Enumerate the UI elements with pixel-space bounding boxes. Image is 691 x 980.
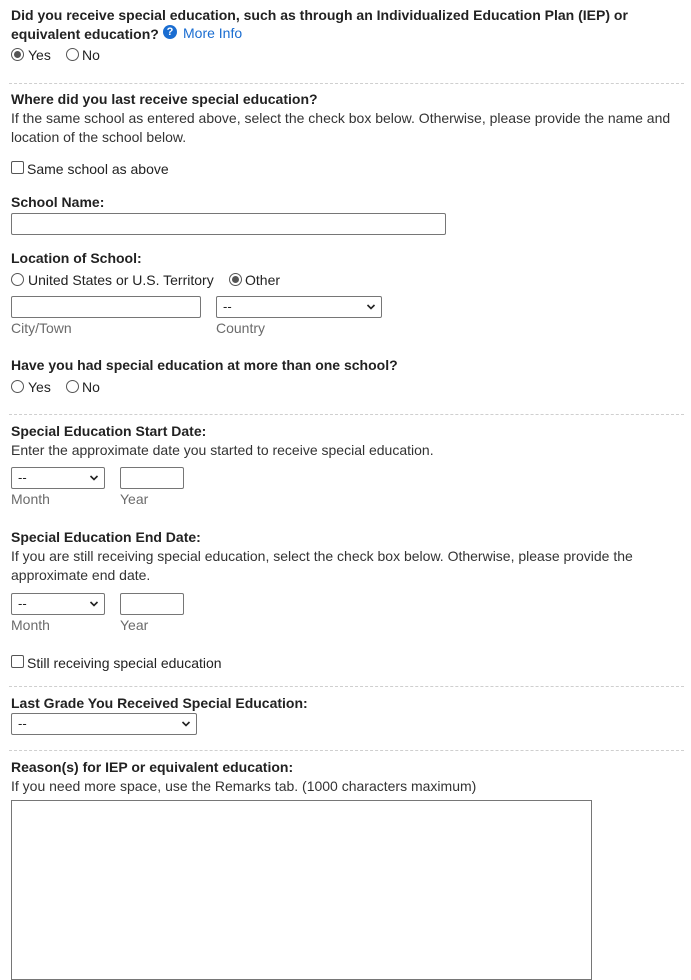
location-other-label: Other bbox=[245, 272, 281, 288]
location-us-radio[interactable] bbox=[11, 273, 24, 286]
help-icon[interactable]: ? bbox=[163, 25, 177, 39]
multiple-yes-radio[interactable] bbox=[11, 380, 24, 393]
reason-label: Reason(s) for IEP or equivalent education: bbox=[11, 759, 294, 775]
iep-yes-label: Yes bbox=[28, 47, 51, 63]
same-school-checkbox[interactable] bbox=[11, 161, 24, 174]
school-name-input[interactable] bbox=[11, 213, 446, 235]
chevron-down-icon bbox=[181, 719, 191, 729]
start-month-label: Month bbox=[11, 491, 50, 507]
still-receiving-checkbox[interactable] bbox=[11, 655, 24, 668]
multiple-no-radio[interactable] bbox=[66, 380, 79, 393]
iep-no-radio[interactable] bbox=[66, 48, 79, 61]
where-help-line1: If the same school as entered above, select the check box below. Otherwise, please provide the name and bbox=[11, 110, 671, 126]
multiple-yes-label: Yes bbox=[28, 379, 51, 395]
end-year-input[interactable] bbox=[120, 593, 184, 615]
multiple-no-label: No bbox=[82, 379, 100, 395]
iep-question-line2: equivalent education? bbox=[11, 26, 159, 42]
country-select-value: -- bbox=[223, 299, 232, 314]
school-name-label: School Name: bbox=[11, 194, 105, 210]
end-month-select[interactable] bbox=[11, 593, 105, 615]
more-info-link[interactable]: More Info bbox=[183, 25, 243, 41]
end-month-value: -- bbox=[18, 596, 27, 611]
where-help-line2: location of the school below. bbox=[11, 129, 187, 145]
iep-no-label: No bbox=[82, 47, 100, 63]
start-year-label: Year bbox=[120, 491, 149, 507]
chevron-down-icon bbox=[89, 599, 99, 609]
location-us-label: United States or U.S. Territory bbox=[28, 272, 214, 288]
where-question: Where did you last receive special education? bbox=[11, 91, 318, 107]
location-other-radio[interactable] bbox=[229, 273, 242, 286]
chevron-down-icon bbox=[366, 302, 376, 312]
end-month-label: Month bbox=[11, 617, 50, 633]
last-grade-label: Last Grade You Received Special Education: bbox=[11, 695, 308, 711]
still-receiving-label: Still receiving special education bbox=[27, 655, 222, 671]
city-label: City/Town bbox=[11, 320, 72, 336]
end-date-help-line2: approximate end date. bbox=[11, 567, 151, 583]
section-divider bbox=[9, 686, 684, 687]
reason-textarea[interactable] bbox=[11, 800, 592, 980]
location-label: Location of School: bbox=[11, 250, 142, 266]
start-date-label: Special Education Start Date: bbox=[11, 423, 207, 439]
iep-question-line1: Did you receive special education, such as through an Individualized Education Plan (IEP) or bbox=[11, 7, 628, 23]
start-date-help: Enter the approximate date you started to receive special education. bbox=[11, 442, 434, 458]
chevron-down-icon bbox=[89, 473, 99, 483]
country-select[interactable] bbox=[216, 296, 382, 318]
section-divider bbox=[9, 750, 684, 751]
start-year-input[interactable] bbox=[120, 467, 184, 489]
iep-yes-radio[interactable] bbox=[11, 48, 24, 61]
end-year-label: Year bbox=[120, 617, 149, 633]
reason-help: If you need more space, use the Remarks tab. (1000 characters maximum) bbox=[11, 778, 477, 794]
end-date-label: Special Education End Date: bbox=[11, 529, 201, 545]
multiple-schools-question: Have you had special education at more than one school? bbox=[11, 357, 398, 373]
last-grade-value: -- bbox=[18, 716, 27, 731]
end-date-help-line1: If you are still receiving special education, select the check box below. Otherwise, please provide the bbox=[11, 548, 633, 564]
country-label: Country bbox=[216, 320, 266, 336]
start-month-value: -- bbox=[18, 470, 27, 485]
start-month-select[interactable] bbox=[11, 467, 105, 489]
section-divider bbox=[9, 83, 684, 84]
section-divider bbox=[9, 414, 684, 415]
last-grade-select[interactable] bbox=[11, 713, 197, 735]
city-input[interactable] bbox=[11, 296, 201, 318]
same-school-label: Same school as above bbox=[27, 161, 169, 177]
